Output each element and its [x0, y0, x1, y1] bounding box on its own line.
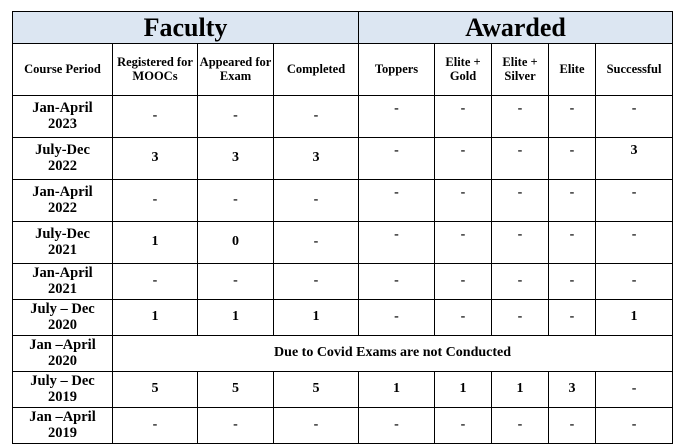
successful-cell: - [596, 264, 673, 300]
awarded-group-header: Awarded [359, 12, 673, 44]
appeared-cell: - [198, 408, 274, 444]
table-row [13, 408, 673, 444]
period-range: Jan-April [32, 265, 93, 282]
elite-cell: - [549, 300, 596, 336]
faculty-group-header: Faculty [13, 12, 359, 44]
elite-gold-cell: - [435, 408, 492, 444]
period-year: 2021 [48, 241, 77, 258]
successful-cell: - [596, 408, 673, 444]
elite-gold-cell: 1 [435, 372, 492, 408]
header-elite-gold: Elite + Gold [435, 44, 492, 96]
appeared-cell: 5 [198, 372, 274, 408]
registered-cell: - [113, 180, 198, 222]
elite-silver-cell: - [492, 96, 549, 138]
registered-cell: 3 [113, 138, 198, 180]
header-completed: Completed [274, 44, 359, 96]
header-elite-silver: Elite + Silver [492, 44, 549, 96]
table-row [13, 336, 673, 372]
completed-cell: 5 [274, 372, 359, 408]
toppers-cell: - [359, 408, 435, 444]
elite-cell: - [549, 264, 596, 300]
header-course-period: Course Period [13, 44, 113, 96]
toppers-cell: - [359, 300, 435, 336]
toppers-cell: - [359, 138, 435, 180]
completed-cell: - [274, 222, 359, 264]
period-range: Jan –April [29, 337, 96, 354]
course-period-cell [13, 372, 113, 408]
table-row [13, 138, 673, 180]
elite-gold-cell: - [435, 300, 492, 336]
group-header-row [13, 12, 673, 44]
elite-silver-cell: - [492, 138, 549, 180]
successful-cell: - [596, 180, 673, 222]
course-period-cell [13, 180, 113, 222]
completed-cell: - [274, 264, 359, 300]
period-range: July-Dec [35, 226, 90, 243]
elite-gold-cell: - [435, 96, 492, 138]
elite-silver-cell: - [492, 222, 549, 264]
period-year: 2022 [48, 157, 77, 174]
course-period-cell [13, 336, 113, 372]
registered-cell: - [113, 264, 198, 300]
mooc-results-table [12, 11, 673, 444]
elite-silver-cell: - [492, 264, 549, 300]
elite-cell: - [549, 408, 596, 444]
period-year: 2020 [48, 316, 77, 333]
completed-cell: - [274, 180, 359, 222]
period-year: 2022 [48, 199, 77, 216]
toppers-cell: - [359, 96, 435, 138]
period-range: Jan –April [29, 409, 96, 426]
appeared-cell: - [198, 264, 274, 300]
header-registered: Registered for MOOCs [113, 44, 198, 96]
registered-cell: - [113, 96, 198, 138]
registered-cell: 1 [113, 222, 198, 264]
covid-note-cell: Due to Covid Exams are not Conducted [113, 336, 673, 372]
course-period-cell [13, 264, 113, 300]
course-period-cell [13, 408, 113, 444]
elite-cell: - [549, 96, 596, 138]
appeared-cell: 3 [198, 138, 274, 180]
appeared-cell: 0 [198, 222, 274, 264]
table-row [13, 222, 673, 264]
period-year: 2021 [48, 280, 77, 297]
elite-silver-cell: - [492, 408, 549, 444]
course-period-cell [13, 222, 113, 264]
period-year: 2019 [48, 388, 77, 405]
elite-silver-cell: - [492, 300, 549, 336]
course-period-cell [13, 96, 113, 138]
elite-silver-cell: - [492, 180, 549, 222]
successful-cell: - [596, 96, 673, 138]
completed-cell: - [274, 408, 359, 444]
table-row [13, 372, 673, 408]
period-year: 2019 [48, 424, 77, 441]
successful-cell: 3 [596, 138, 673, 180]
successful-cell: 1 [596, 300, 673, 336]
period-year: 2023 [48, 115, 77, 132]
table-row [13, 96, 673, 138]
period-range: Jan-April [32, 100, 93, 117]
course-period-cell [13, 138, 113, 180]
toppers-cell: - [359, 222, 435, 264]
registered-cell: 5 [113, 372, 198, 408]
appeared-cell: - [198, 96, 274, 138]
period-range: July-Dec [35, 142, 90, 159]
period-year: 2020 [48, 352, 77, 369]
elite-cell: - [549, 180, 596, 222]
elite-gold-cell: - [435, 222, 492, 264]
elite-gold-cell: - [435, 180, 492, 222]
registered-cell: 1 [113, 300, 198, 336]
completed-cell: - [274, 96, 359, 138]
table-row [13, 264, 673, 300]
table-row [13, 180, 673, 222]
period-range: Jan-April [32, 184, 93, 201]
elite-cell: - [549, 222, 596, 264]
header-elite: Elite [549, 44, 596, 96]
elite-gold-cell: - [435, 264, 492, 300]
header-toppers: Toppers [359, 44, 435, 96]
appeared-cell: - [198, 180, 274, 222]
toppers-cell: 1 [359, 372, 435, 408]
successful-cell: - [596, 372, 673, 408]
appeared-cell: 1 [198, 300, 274, 336]
period-range: July – Dec [30, 301, 95, 318]
table-row [13, 300, 673, 336]
elite-silver-cell: 1 [492, 372, 549, 408]
header-successful: Successful [596, 44, 673, 96]
registered-cell: - [113, 408, 198, 444]
course-period-cell [13, 300, 113, 336]
toppers-cell: - [359, 180, 435, 222]
completed-cell: 3 [274, 138, 359, 180]
elite-cell: - [549, 138, 596, 180]
elite-cell: 3 [549, 372, 596, 408]
column-header-row [13, 44, 673, 96]
completed-cell: 1 [274, 300, 359, 336]
period-range: July – Dec [30, 373, 95, 390]
header-appeared: Appeared for Exam [198, 44, 274, 96]
successful-cell: - [596, 222, 673, 264]
toppers-cell: - [359, 264, 435, 300]
elite-gold-cell: - [435, 138, 492, 180]
